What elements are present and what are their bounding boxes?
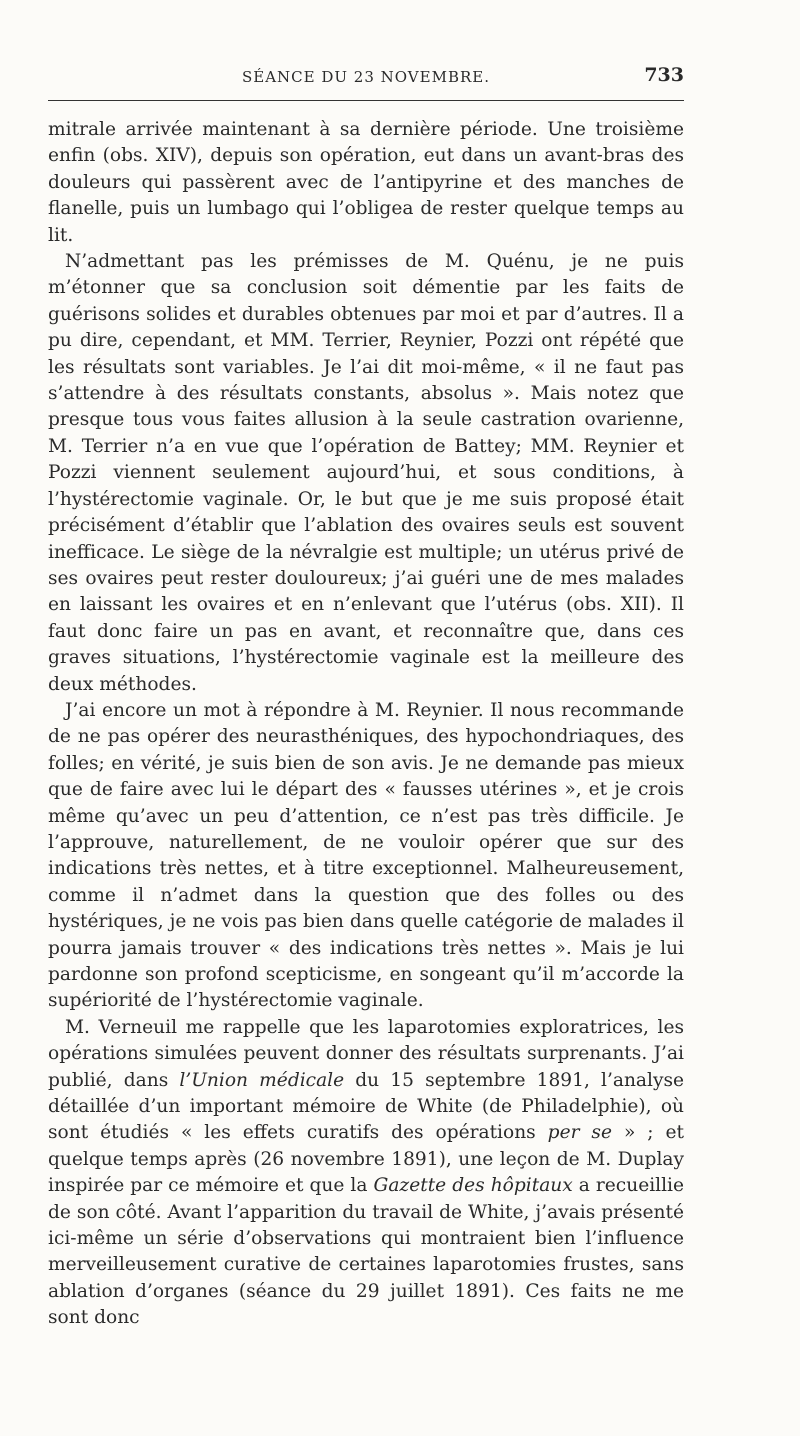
text-run: du 15 septembre 1891, l’analyse détaillée d’un important mémoire de White (de Philadelphie), où sont étudiés « les effets curatifs des opérations [48,1069,685,1144]
paragraph [48,1015,684,1332]
text-run: M. Verneuil me rappelle que les laparotomies exploratrices, les opérations simulées peuvent donner des résultats surprenants. J’ai publié, dans [48,1016,684,1091]
body-text [48,117,684,1332]
header-rule [48,100,684,101]
running-head [48,64,684,94]
running-title: SÉANCE DU 23 NOVEMBRE. [241,68,490,86]
paragraph: N’admettant pas les prémisses de M. Quénu, je ne puis m’étonner que sa conclusion soit démentie par les faits de guérisons solides et durables obtenues par moi et par d’autres. Il a pu dire, cependant, et MM. Terrier, Reynier, Pozzi ont répété que les résultats sont variables. Je l’ai dit moi-même, « il ne faut pas s’attendre à des résultats constants, absolus ». Mais notez que presque tous vous faites allusion à la seule castration ovarienne, M. Terrier n’a en vue que l’opération de Battey; MM. Reynier et Pozzi viennent seulement aujourd’hui, et sous conditions, à l’hystérectomie vaginale. Or, le but que je me suis proposé était précisément d’établir que l’ablation des ovaires seuls est souvent inefficace. Le siège de la névralgie est multiple; un utérus privé de ses ovaires peut rester douloureux; j’ai guéri une de mes malades en laissant les ovaires et en n’enlevant que l’utérus (obs. XII). Il faut donc faire un pas en avant, et reconnaître que, dans ces graves situations, l’hystérectomie vaginale est la meilleure des deux méthodes. [48,251,684,695]
text-run: » ; et quelque temps après (26 novembre 1891), une leçon de M. Duplay inspirée par ce mémoire et que la [48,1122,684,1197]
text-run: a recueillie de son côté. Avant l’apparition du travail de White, j’avais présenté ici-même un série d’observations qui montraient bien l’influence merveilleusement curative de certaines laparotomies frustes, sans ablation d’organes (séance du 29 juillet 1891). Ces faits ne me sont donc [48,1175,684,1329]
journal-title-union-medicale: l’Union médicale [179,1069,345,1091]
latin-phrase: per se [547,1122,612,1144]
page-number: 733 [644,64,684,86]
paragraph: mitrale arrivée maintenant à sa dernière période. Une troisième enfin (obs. XIV), depuis son opération, eut dans un avant-bras des douleurs qui passèrent avec de l’antipyrine et des manches de flanelle, puis un lumbago qui l’obligea de rester quelque temps au lit. [48,119,684,246]
journal-title-gazette: Gazette des hôpitaux [373,1175,573,1197]
paragraph: J’ai encore un mot à répondre à M. Reynier. Il nous recommande de ne pas opérer des neurasthéniques, des hypochondriaques, des folles; en vérité, je suis bien de son avis. Je ne demande pas mieux que de faire avec lui le départ des « fausses utérines », et je crois même qu’avec un peu d’attention, ce n’est pas très difficile. Je l’approuve, naturellement, de ne vouloir opérer que sur des indications très nettes, et à titre exceptionnel. Malheureusement, comme il n’admet dans la question que des folles ou des hystériques, je ne vois pas bien dans quelle catégorie de malades il pourra jamais trouver « des indications très nettes ». Mais je lui pardonne son profond scepticisme, en songeant qu’il m’accorde la supériorité de l’hystérectomie vaginale. [48,699,684,1012]
